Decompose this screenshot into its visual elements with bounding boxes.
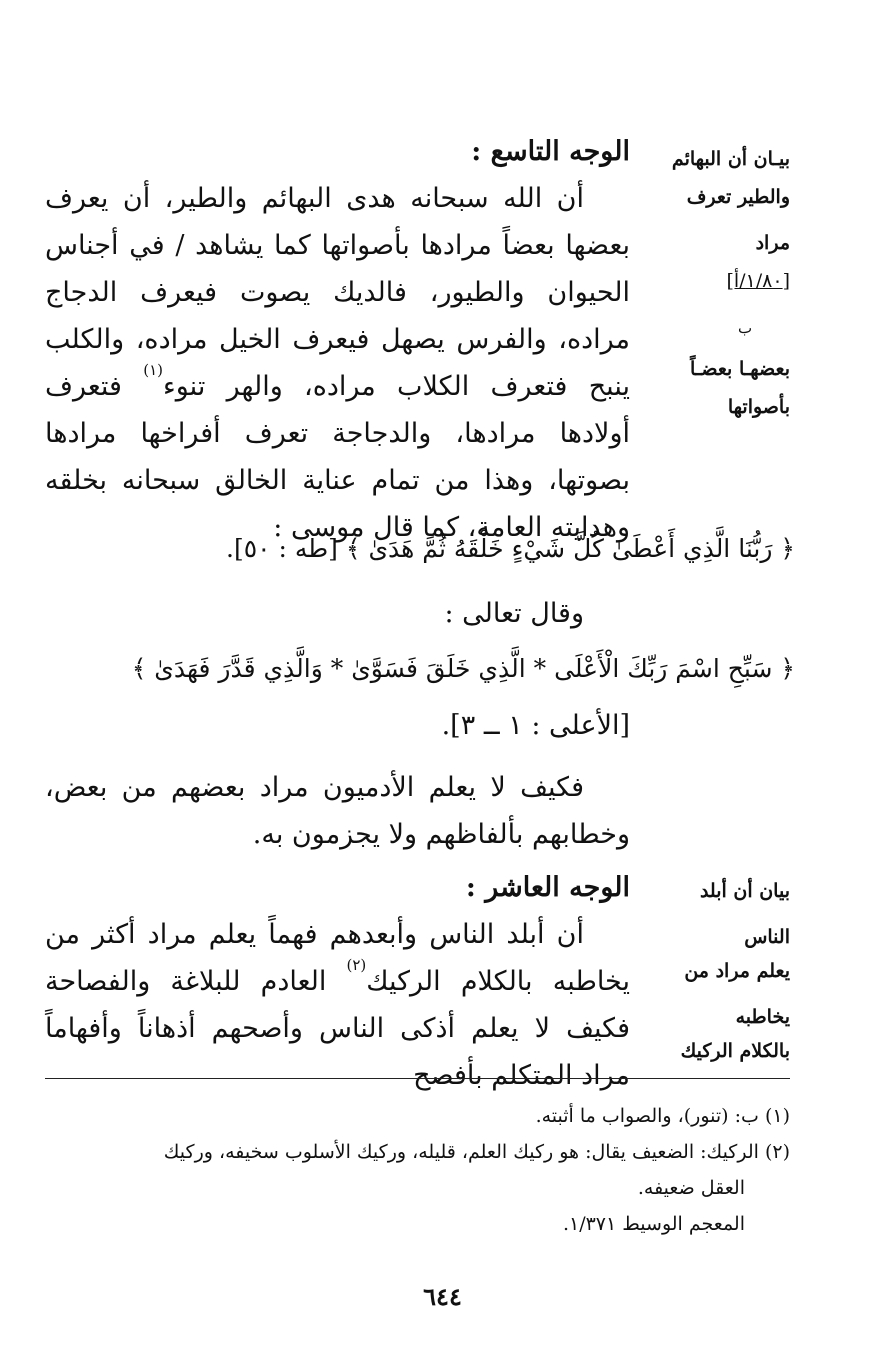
footnote-2-source: المعجم الوسيط ١/٣٧١. [562,1213,745,1235]
verse-reference: [طه : ٥٠]. [226,534,338,563]
margin-note-line: بعضهـا بعضـاً [690,358,790,380]
verse-intro [45,590,630,637]
verse-text: ﴿ رَبُّنَا الَّذِي أَعْطَىٰ كُلَّ شَيْءٍ خَلْقَهُ ثُمَّ هَدَىٰ ﴾ [345,534,795,563]
margin-note-line: بيـان أن البهائم [671,148,790,170]
quran-verse-ala [45,646,795,692]
margin-note-line: بيان أن أبلد الناس [699,880,790,948]
verse-intro-text: وقال تعالى : [444,598,584,629]
paragraph-text: فتعرف أولادها مرادها، والدجاجة تعرف أفراخها مرادها بصوتها، وهذا من تمام عناية الخالق سبحانه بخلقه وهدايته العامة، كما قال موسى : [45,371,630,543]
margin-note-line: يعلم مراد من يخاطبه [684,960,790,1028]
section-heading-ninth: الوجه التاسع : [471,136,630,167]
margin-note-animals [650,136,790,430]
manuscript-reference: [١/٨٠/أ] [726,270,790,292]
paragraph-text: أن أبلد الناس وأبعدهم فهماً يعلم مراد أكثر من يخاطبه بالكلام الركيك [45,919,630,997]
footnote-divider [45,1078,790,1079]
footnote-2: (٢) الركيك: الضعيف يقال: هو ركيك العلم، قليله، وركيك الأسلوب سخيفه، وركيك [163,1141,790,1163]
paragraph-text: أن الله سبحانه هدى البهائم والطير، أن يعرف بعضها بعضاً مرادها بأصواتها كما يشاهد / في أجناس الحيوان والطيور، فالديك يصوت فيعرف الدجاج مراده، والفرس يصهل فيعرف الخيل مراده، والكلب ينبح فتعرف الكلاب مراده، والهر تنوء [45,183,630,402]
margin-note-dullest [650,868,790,1074]
margin-note-line: بأصواتها [727,396,790,418]
conclusion-paragraph: فكيف لا يعلم الأدميون مراد بعضهم من بعض، وخطابهم بألفاظهم ولا يجزمون به. [45,772,630,850]
footnotes [45,1098,790,1242]
page-number: ٦٤٤ [423,1282,462,1311]
section-heading-tenth: الوجه العاشر : [465,872,630,903]
paragraph-text: العادم للبلاغة والفصاحة فكيف لا يعلم أذكى الناس وأصحهم أذهاناً وأفهاماً مراد المتكلم بأفصح [45,966,630,1091]
section-ninth [45,128,630,551]
section-ninth-paragraph [45,175,630,551]
margin-note-line: بالكلام الركيك [680,1040,790,1062]
verse-text: ﴿ سَبِّحِ اسْمَ رَبِّكَ الْأَعْلَى * الَّذِي خَلَقَ فَسَوَّىٰ * وَالَّذِي قَدَّرَ فَهَدَىٰ ﴾ [131,654,795,683]
margin-note-line: والطير تعرف مراد [686,186,790,254]
footnote-2-continuation: العقل ضعيفه. [637,1177,745,1199]
verse-reference: [الأعلى : ١ ــ ٣]. [441,710,630,741]
quran-verse-taha [45,526,795,572]
conclusion [45,764,630,858]
footnote-1: (١) ب: (تنور)، والصواب ما أثبته. [535,1105,790,1127]
section-tenth-paragraph [45,911,630,1099]
footnote-marker-2[interactable]: (٢) [346,956,367,974]
manuscript-mark: ب [737,319,753,337]
section-tenth [45,864,630,1099]
footnote-marker-1[interactable]: (١) [143,361,164,379]
verse-ala-ref-wrap [45,702,630,749]
